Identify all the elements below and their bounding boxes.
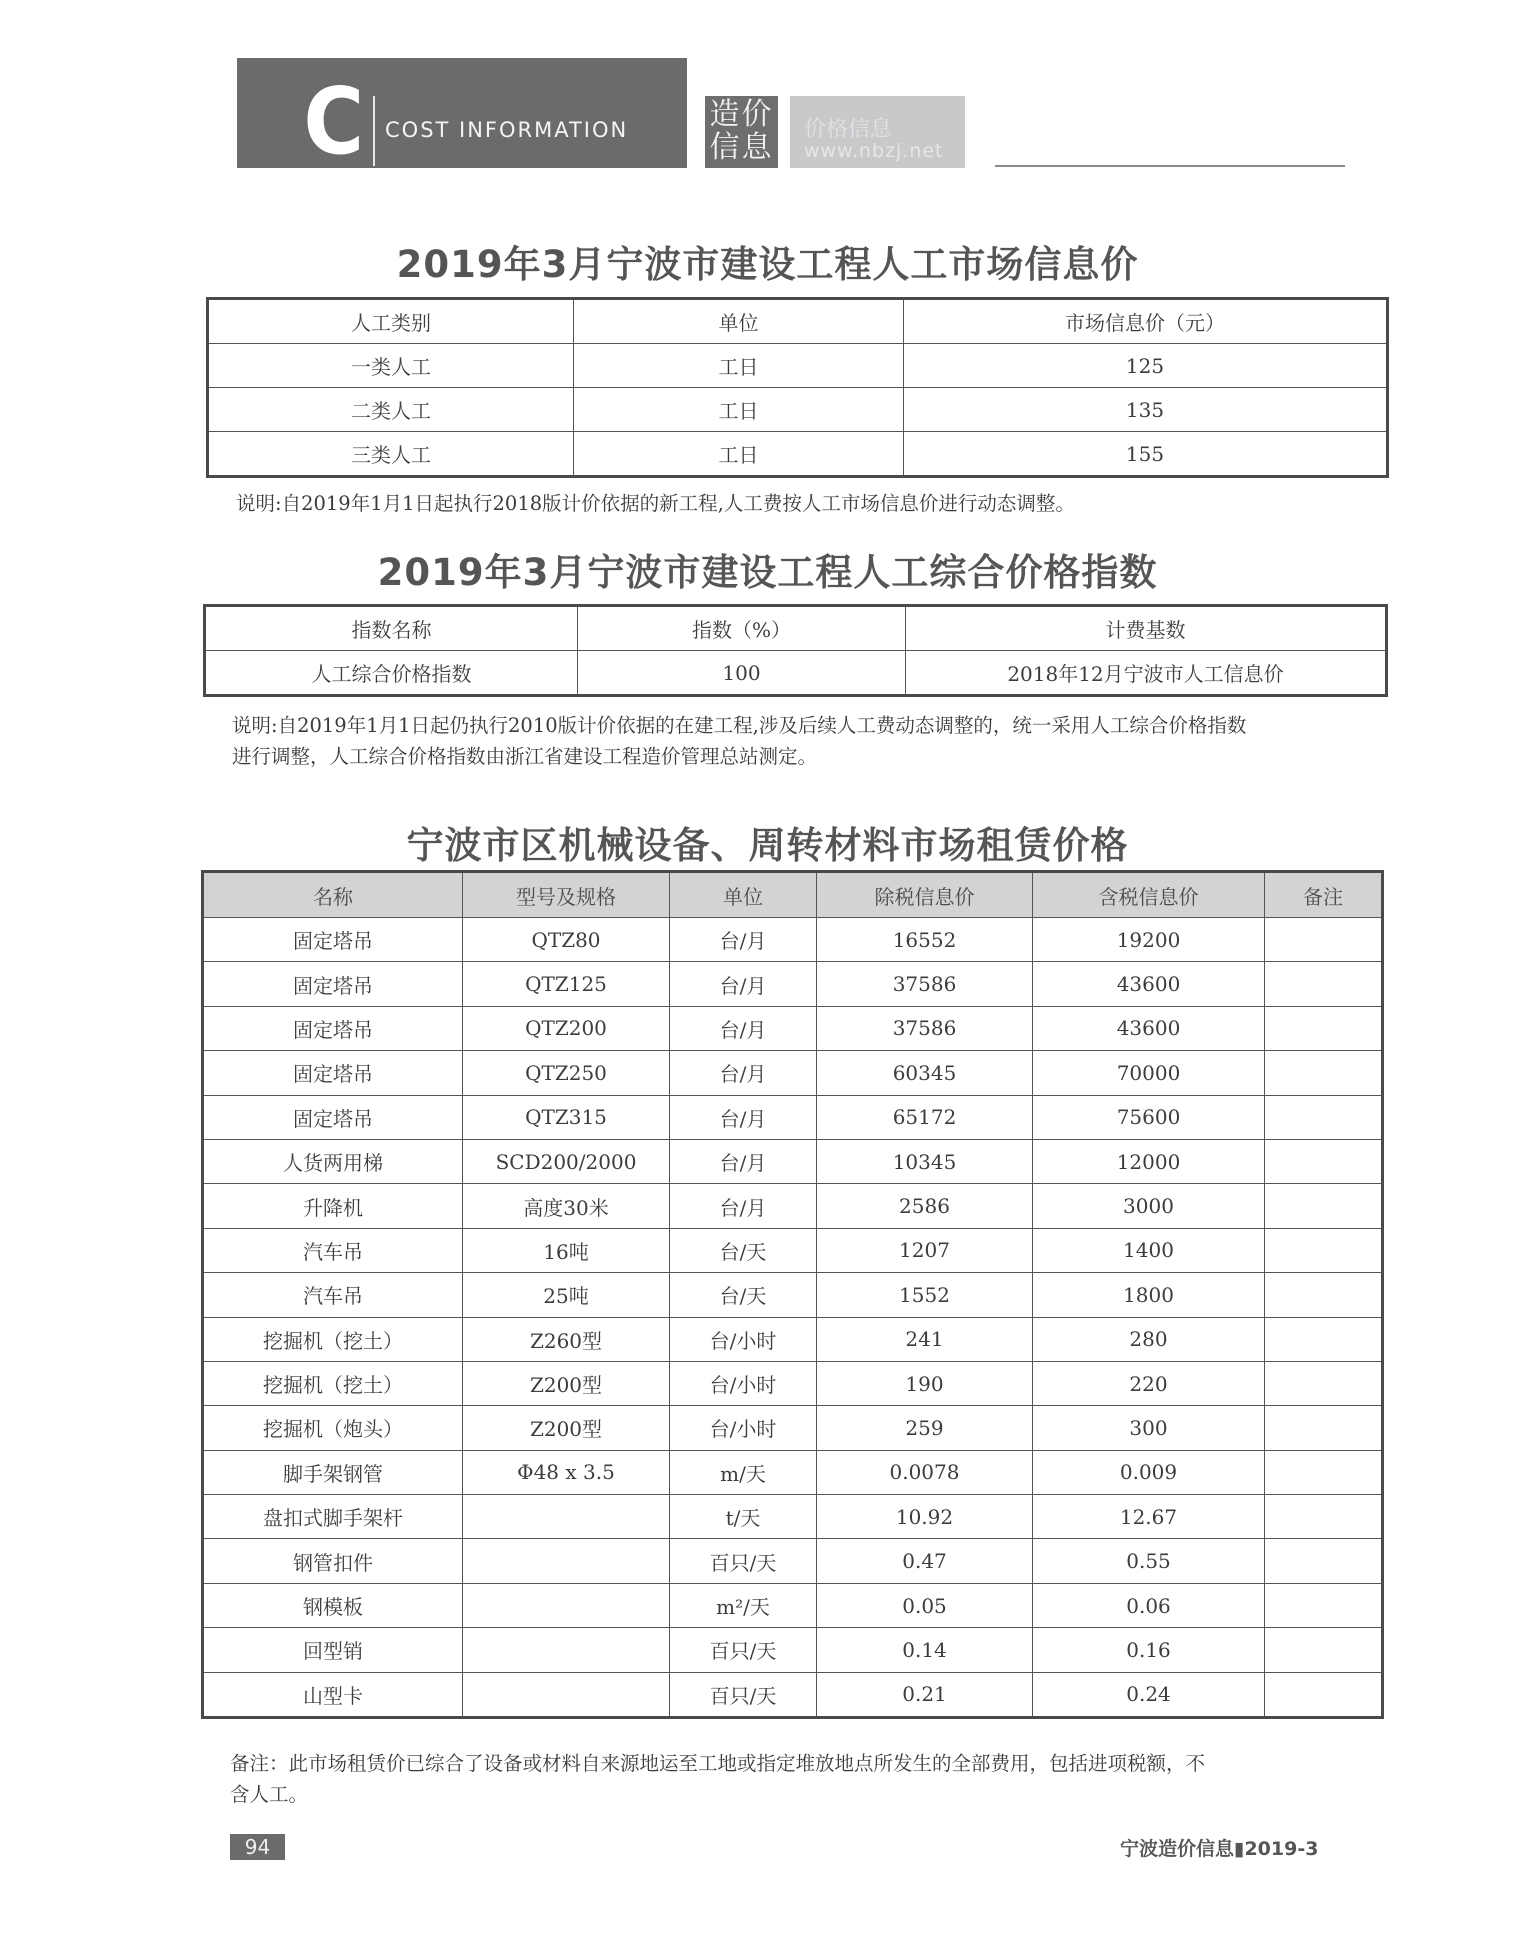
cell: 12.67 [1033, 1495, 1265, 1539]
cell: 台/月 [670, 1051, 817, 1095]
table-row [203, 1495, 1383, 1539]
cell [1265, 1672, 1383, 1717]
section1-title: 2019年3月宁波市建设工程人工市场信息价 [396, 243, 1139, 286]
table-header-row [208, 299, 1388, 344]
cell: m²/天 [670, 1583, 817, 1627]
cell: 135 [904, 388, 1388, 432]
cell [1265, 1361, 1383, 1405]
column-header: 人工类别 [208, 299, 574, 344]
cell: 固定塔吊 [203, 962, 463, 1006]
column-header: 计费基数 [906, 606, 1387, 651]
cell: 43600 [1033, 962, 1265, 1006]
cell: 16吨 [463, 1228, 670, 1272]
cell: Z260型 [463, 1317, 670, 1361]
page-number: 94 [230, 1834, 285, 1860]
cell: 125 [904, 344, 1388, 388]
cell: 300 [1033, 1406, 1265, 1450]
labor-index-table [203, 604, 1388, 697]
cell [1265, 1539, 1383, 1583]
cell [1265, 1095, 1383, 1139]
cell [1265, 1139, 1383, 1183]
table-row [208, 344, 1388, 388]
cell: 工日 [574, 344, 904, 388]
cell: 0.14 [817, 1628, 1033, 1672]
table-row [203, 1095, 1383, 1139]
cell: 3000 [1033, 1184, 1265, 1228]
table-row [205, 651, 1387, 696]
badge-line2: 信息 [709, 130, 774, 165]
category-box [790, 96, 965, 168]
table-row [203, 1628, 1383, 1672]
cell: Z200型 [463, 1406, 670, 1450]
table-row [203, 1184, 1383, 1228]
cell: 台/小时 [670, 1406, 817, 1450]
cell: 台/月 [670, 1139, 817, 1183]
table-row [203, 1583, 1383, 1627]
cell [1265, 1406, 1383, 1450]
column-header: 备注 [1265, 872, 1383, 918]
cell: 台/天 [670, 1228, 817, 1272]
cell [463, 1495, 670, 1539]
cell: 工日 [574, 432, 904, 477]
cell: 挖掘机（炮头） [203, 1406, 463, 1450]
cell: 0.55 [1033, 1539, 1265, 1583]
table-row [203, 918, 1383, 962]
table-header-row [205, 606, 1387, 651]
cell: 1552 [817, 1273, 1033, 1317]
table-row [203, 1273, 1383, 1317]
cell: QTZ125 [463, 962, 670, 1006]
column-header: 单位 [670, 872, 817, 918]
cell: 0.16 [1033, 1628, 1265, 1672]
table-row [203, 1539, 1383, 1583]
cell: Φ48 x 3.5 [463, 1450, 670, 1494]
cell [1265, 1628, 1383, 1672]
cell [1265, 1273, 1383, 1317]
table-row [208, 432, 1388, 477]
note-line: 含人工。 [230, 1783, 309, 1806]
cell: m/天 [670, 1450, 817, 1494]
cell: 台/月 [670, 918, 817, 962]
table-row [203, 962, 1383, 1006]
cell: 16552 [817, 918, 1033, 962]
cell: 固定塔吊 [203, 1051, 463, 1095]
cell: 山型卡 [203, 1672, 463, 1717]
publication-badge [705, 96, 778, 168]
cell: 2586 [817, 1184, 1033, 1228]
column-header: 市场信息价（元） [904, 299, 1388, 344]
rental-price-table [201, 870, 1384, 1719]
table-row [203, 1406, 1383, 1450]
table-row [203, 1450, 1383, 1494]
header-divider [373, 96, 375, 166]
note-line: 进行调整，人工综合价格指数由浙江省建设工程造价管理总站测定。 [232, 745, 818, 768]
cell: 0.47 [817, 1539, 1033, 1583]
cell: 回型销 [203, 1628, 463, 1672]
cell: 台/月 [670, 1184, 817, 1228]
cell: 固定塔吊 [203, 1006, 463, 1050]
cell: 190 [817, 1361, 1033, 1405]
section2-title: 2019年3月宁波市建设工程人工综合价格指数 [377, 551, 1158, 594]
section-label: COST INFORMATION [385, 118, 629, 142]
cell: 人货两用梯 [203, 1139, 463, 1183]
cell: 百只/天 [670, 1672, 817, 1717]
cell: 1400 [1033, 1228, 1265, 1272]
cell: 259 [817, 1406, 1033, 1450]
cell: 100 [578, 651, 906, 696]
publication-footer: 宁波造价信息▮2019-3 [1120, 1838, 1319, 1860]
cell: 70000 [1033, 1051, 1265, 1095]
cell: 2018年12月宁波市人工信息价 [906, 651, 1387, 696]
cell: 台/月 [670, 1006, 817, 1050]
cell: 汽车吊 [203, 1273, 463, 1317]
cell: 1800 [1033, 1273, 1265, 1317]
cell: 台/月 [670, 962, 817, 1006]
cell: 1207 [817, 1228, 1033, 1272]
cell [463, 1583, 670, 1627]
table-row [203, 1672, 1383, 1717]
cell: Z200型 [463, 1361, 670, 1405]
section3-title: 宁波市区机械设备、周转材料市场租赁价格 [406, 824, 1129, 867]
category-label: 价格信息 [804, 117, 893, 142]
cell: 37586 [817, 962, 1033, 1006]
badge-line1: 造价 [709, 97, 774, 132]
cell: 台/小时 [670, 1317, 817, 1361]
logo-letter: C [303, 68, 365, 175]
cell [463, 1539, 670, 1583]
column-header: 指数（%） [578, 606, 906, 651]
cell: 37586 [817, 1006, 1033, 1050]
cell: 280 [1033, 1317, 1265, 1361]
table-row [203, 1228, 1383, 1272]
table-header-row [203, 872, 1383, 918]
cell [1265, 1450, 1383, 1494]
column-header: 含税信息价 [1033, 872, 1265, 918]
column-header: 除税信息价 [817, 872, 1033, 918]
cell: 220 [1033, 1361, 1265, 1405]
cell: 43600 [1033, 1006, 1265, 1050]
cell [1265, 1006, 1383, 1050]
cell: QTZ250 [463, 1051, 670, 1095]
cell [1265, 1228, 1383, 1272]
cell: 挖掘机（挖土） [203, 1361, 463, 1405]
cell: 台/月 [670, 1095, 817, 1139]
cell: 脚手架钢管 [203, 1450, 463, 1494]
cell: 工日 [574, 388, 904, 432]
cell: 241 [817, 1317, 1033, 1361]
cell: QTZ200 [463, 1006, 670, 1050]
cell: 人工综合价格指数 [205, 651, 578, 696]
cell: 12000 [1033, 1139, 1265, 1183]
cell: 升降机 [203, 1184, 463, 1228]
cell: 0.05 [817, 1583, 1033, 1627]
cell: 三类人工 [208, 432, 574, 477]
cell: t/天 [670, 1495, 817, 1539]
cell: 百只/天 [670, 1539, 817, 1583]
cell [1265, 1051, 1383, 1095]
cell [463, 1628, 670, 1672]
cell: 25吨 [463, 1273, 670, 1317]
section1-note: 说明:自2019年1月1日起执行2018版计价依据的新工程,人工费按人工市场信息价进行动态调整。 [236, 492, 1075, 515]
website-label: www.nbzj.net [804, 140, 944, 162]
cell: 挖掘机（挖土） [203, 1317, 463, 1361]
cell: 台/小时 [670, 1361, 817, 1405]
cell [1265, 1184, 1383, 1228]
cell: 高度30米 [463, 1184, 670, 1228]
table-row [203, 1006, 1383, 1050]
cell: 10.92 [817, 1495, 1033, 1539]
cell: 0.009 [1033, 1450, 1265, 1494]
cell: 钢模板 [203, 1583, 463, 1627]
cell: 0.06 [1033, 1583, 1265, 1627]
section2-note [232, 710, 1246, 772]
table-row [203, 1051, 1383, 1095]
cell: 固定塔吊 [203, 918, 463, 962]
cell: 65172 [817, 1095, 1033, 1139]
cell: 0.0078 [817, 1450, 1033, 1494]
cell: 60345 [817, 1051, 1033, 1095]
cell: 155 [904, 432, 1388, 477]
cell: SCD200/2000 [463, 1139, 670, 1183]
header-rule [995, 165, 1345, 167]
cell: 台/天 [670, 1273, 817, 1317]
cell [1265, 918, 1383, 962]
cell: 盘扣式脚手架杆 [203, 1495, 463, 1539]
table-row [203, 1361, 1383, 1405]
cell: 汽车吊 [203, 1228, 463, 1272]
cell: 19200 [1033, 918, 1265, 962]
table-row [203, 1139, 1383, 1183]
cell: 百只/天 [670, 1628, 817, 1672]
cell: 固定塔吊 [203, 1095, 463, 1139]
cell [1265, 1495, 1383, 1539]
table-row [208, 388, 1388, 432]
cell: QTZ315 [463, 1095, 670, 1139]
table-row [203, 1317, 1383, 1361]
cell: 钢管扣件 [203, 1539, 463, 1583]
column-header: 型号及规格 [463, 872, 670, 918]
cell: 10345 [817, 1139, 1033, 1183]
cell: 一类人工 [208, 344, 574, 388]
note-line: 备注：此市场租赁价已综合了设备或材料自来源地运至工地或指定堆放地点所发生的全部费用，包括进项税额，不 [230, 1752, 1206, 1775]
cell: 75600 [1033, 1095, 1265, 1139]
column-header: 单位 [574, 299, 904, 344]
cell: 0.24 [1033, 1672, 1265, 1717]
labor-price-table [206, 297, 1389, 478]
cell [1265, 1317, 1383, 1361]
cell [1265, 962, 1383, 1006]
column-header: 名称 [203, 872, 463, 918]
column-header: 指数名称 [205, 606, 578, 651]
cell: QTZ80 [463, 918, 670, 962]
cell [463, 1672, 670, 1717]
note-line: 说明:自2019年1月1日起仍执行2010版计价依据的在建工程,涉及后续人工费动态调整的，统一采用人工综合价格指数 [232, 714, 1247, 737]
cell: 0.21 [817, 1672, 1033, 1717]
cell [1265, 1583, 1383, 1627]
section3-note [230, 1748, 1205, 1810]
cell: 二类人工 [208, 388, 574, 432]
